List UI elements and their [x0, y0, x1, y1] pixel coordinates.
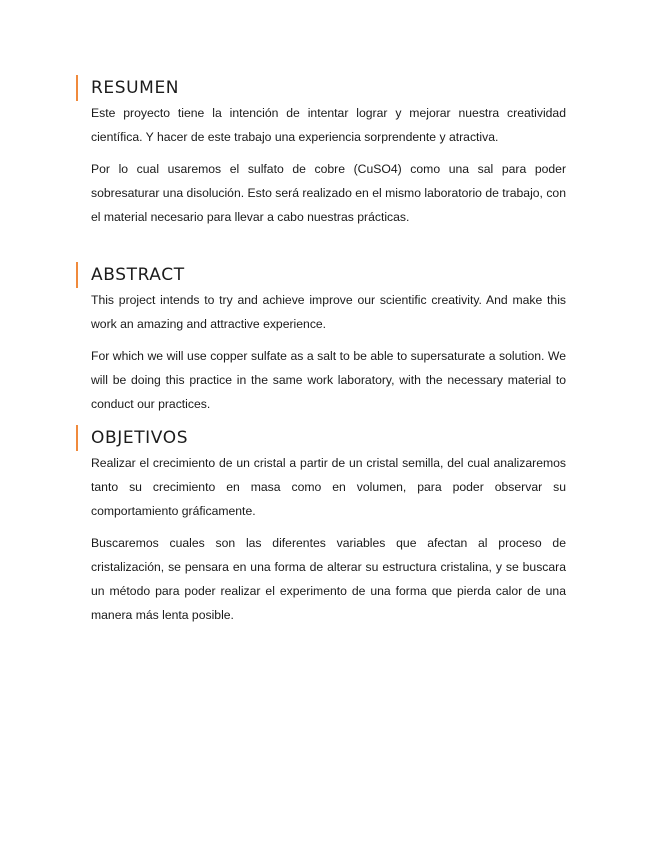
accent-bar [76, 75, 78, 101]
paragraph: Por lo cual usaremos el sulfato de cobre (CuSO4) como una sal para poder sobresaturar una disolución. Esto será realizado en el mismo laboratorio de trabajo, con el material necesario para llevar a cabo nuestras prácticas. [91, 162, 566, 224]
paragraph: Buscaremos cuales son las diferentes variables que afectan al proceso de cristalización, se pensara en una forma de alterar su estructura cristalina, y se buscara un método para poder realizar el experimento de una forma que pierda calor de una manera más lenta posible. [91, 536, 566, 622]
paragraph: For which we will use copper sulfate as a salt to be able to supersaturate a solution. We will be doing this practice in the same work laboratory, with the necessary material to conduct our practices. [91, 349, 566, 411]
section-heading-row [76, 75, 566, 101]
paragraph: Realizar el crecimiento de un cristal a partir de un cristal semilla, del cual analizaremos tanto su crecimiento en masa como en volumen, para poder observar su comportamiento gráficamente. [91, 456, 566, 518]
section-heading-row [76, 425, 566, 451]
accent-bar [76, 425, 78, 451]
section-heading: OBJETIVOS [91, 428, 189, 448]
accent-bar [76, 262, 78, 288]
section-objetivos [76, 425, 566, 635]
section-resumen [76, 75, 566, 237]
section-heading-row [76, 262, 566, 288]
section-heading: RESUMEN [91, 78, 180, 98]
paragraph: This project intends to try and achieve improve our scientific creativity. And make this work an amazing and attractive experience. [91, 293, 566, 331]
section-heading: ABSTRACT [91, 265, 185, 285]
section-abstract [76, 262, 566, 424]
paragraph: Este proyecto tiene la intención de intentar lograr y mejorar nuestra creatividad científica. Y hacer de este trabajo una experiencia sorprendente y atractiva. [91, 106, 566, 144]
